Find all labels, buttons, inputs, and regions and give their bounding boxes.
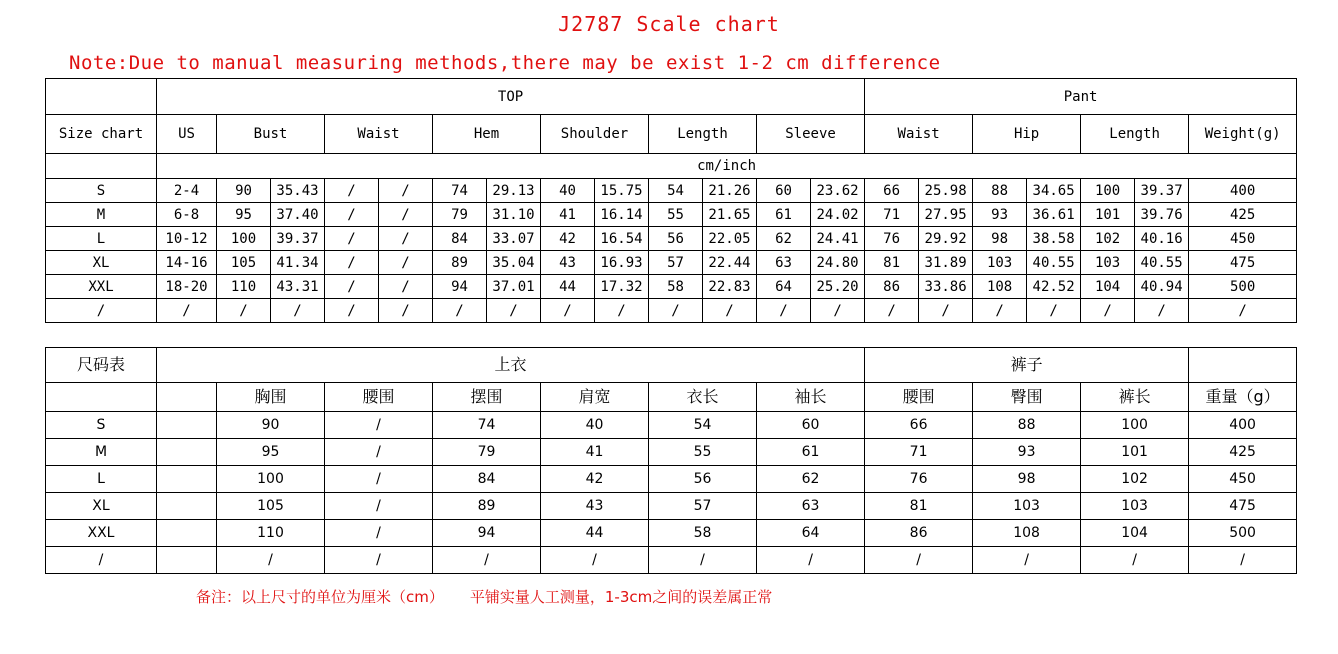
table-cell: 102 xyxy=(1081,227,1135,251)
header-waist-cn: 腰围 xyxy=(325,383,433,412)
table-cell: XXL xyxy=(46,520,157,547)
table-cell: / xyxy=(811,299,865,323)
table-cell: / xyxy=(757,299,811,323)
table-cell: / xyxy=(865,299,919,323)
table-cell: M xyxy=(46,203,157,227)
table-row xyxy=(46,412,1297,439)
table-cell: 23.62 xyxy=(811,179,865,203)
table-cell: 24.41 xyxy=(811,227,865,251)
table-cell: / xyxy=(325,251,379,275)
table-cell: / xyxy=(379,179,433,203)
table-cell: / xyxy=(379,251,433,275)
table-cell: 16.93 xyxy=(595,251,649,275)
table-cell: 88 xyxy=(973,179,1027,203)
table-cell: 425 xyxy=(1189,203,1297,227)
table-cell: / xyxy=(46,299,157,323)
header-weight-cn: 重量（g） xyxy=(1189,383,1297,412)
table-cell: 29.13 xyxy=(487,179,541,203)
table-cell: 58 xyxy=(649,275,703,299)
table-cell: 43 xyxy=(541,493,649,520)
table-cell: / xyxy=(325,227,379,251)
table-cell: 42 xyxy=(541,466,649,493)
table-cell: 86 xyxy=(865,275,919,299)
table-cell: 40.94 xyxy=(1135,275,1189,299)
table-cell: 81 xyxy=(865,493,973,520)
table-cell xyxy=(157,466,217,493)
table-cell xyxy=(157,412,217,439)
header-shoulder: Shoulder xyxy=(541,115,649,154)
measurement-note: Note:Due to manual measuring methods,there may be exist 1-2 cm difference xyxy=(69,52,941,74)
table-cell xyxy=(157,547,217,574)
table-cell: / xyxy=(325,179,379,203)
table-cell: 61 xyxy=(757,439,865,466)
header-length: Length xyxy=(649,115,757,154)
table-cell: / xyxy=(325,299,379,323)
table-cell: 56 xyxy=(649,227,703,251)
table-cell xyxy=(157,493,217,520)
table-cell: 55 xyxy=(649,439,757,466)
table-cell: / xyxy=(325,412,433,439)
table-cell: 101 xyxy=(1081,203,1135,227)
table-cell: 36.61 xyxy=(1027,203,1081,227)
table-cell: 37.01 xyxy=(487,275,541,299)
table-cell: 93 xyxy=(973,203,1027,227)
table-cell: 89 xyxy=(433,493,541,520)
table-cell: 35.43 xyxy=(271,179,325,203)
table-row xyxy=(46,179,1297,203)
table-row xyxy=(46,275,1297,299)
table-cell: 89 xyxy=(433,251,487,275)
header-hip-cn: 臀围 xyxy=(973,383,1081,412)
table-cell: 103 xyxy=(973,493,1081,520)
table-cell: / xyxy=(649,547,757,574)
table-cell: 6-8 xyxy=(157,203,217,227)
table-cell: 100 xyxy=(1081,179,1135,203)
table-cell: S xyxy=(46,412,157,439)
table-cell: / xyxy=(325,466,433,493)
header-length-cn: 衣长 xyxy=(649,383,757,412)
table-cell: 24.02 xyxy=(811,203,865,227)
table-row xyxy=(46,299,1297,323)
header-hem: Hem xyxy=(433,115,541,154)
table-cell: / xyxy=(703,299,757,323)
table-cell: / xyxy=(325,520,433,547)
header-sleeve-cn: 袖长 xyxy=(757,383,865,412)
table-cell: 84 xyxy=(433,227,487,251)
table-cell: 16.54 xyxy=(595,227,649,251)
table-cell: 64 xyxy=(757,520,865,547)
table-cell: 55 xyxy=(649,203,703,227)
table-cell: / xyxy=(757,547,865,574)
table-cell: / xyxy=(217,547,325,574)
table-cell: / xyxy=(157,299,217,323)
table-cell: 110 xyxy=(217,520,325,547)
table-cell: 40.55 xyxy=(1135,251,1189,275)
table-cell: 94 xyxy=(433,520,541,547)
unit-label: cm/inch xyxy=(157,154,1297,179)
table-row xyxy=(46,520,1297,547)
table-cell: / xyxy=(325,275,379,299)
table-cell: 40.55 xyxy=(1027,251,1081,275)
header-pant-length: Length xyxy=(1081,115,1189,154)
table-cell: 57 xyxy=(649,493,757,520)
table-cell: 76 xyxy=(865,227,919,251)
group-top-cn: 上衣 xyxy=(157,348,865,383)
table-cell: S xyxy=(46,179,157,203)
table-cell: 93 xyxy=(973,439,1081,466)
group-pant-cn: 裤子 xyxy=(865,348,1189,383)
table-cell: 98 xyxy=(973,227,1027,251)
header-waist: Waist xyxy=(325,115,433,154)
chart-title: J2787 Scale chart xyxy=(558,12,780,36)
table-cell: 34.65 xyxy=(1027,179,1081,203)
table-cell: 39.76 xyxy=(1135,203,1189,227)
table-cell: 500 xyxy=(1189,275,1297,299)
header-blank xyxy=(46,79,157,115)
table-cell: 88 xyxy=(973,412,1081,439)
header-us: US xyxy=(157,115,217,154)
table-cell: L xyxy=(46,227,157,251)
table-cell: 57 xyxy=(649,251,703,275)
table-cell: 100 xyxy=(217,227,271,251)
table-cell: / xyxy=(325,493,433,520)
table-cell: 104 xyxy=(1081,520,1189,547)
table-cell: 42.52 xyxy=(1027,275,1081,299)
table-cell: / xyxy=(379,275,433,299)
table-cell: XL xyxy=(46,493,157,520)
table-cell: 21.26 xyxy=(703,179,757,203)
table-cell: 58 xyxy=(649,520,757,547)
size-table-chinese xyxy=(45,347,1297,574)
header-pant-waist-cn: 腰围 xyxy=(865,383,973,412)
table-cell: 31.10 xyxy=(487,203,541,227)
table-cell: / xyxy=(379,227,433,251)
table-cell: 105 xyxy=(217,251,271,275)
header-blank-us-cn xyxy=(157,383,217,412)
table-cell: / xyxy=(1189,299,1297,323)
table-cell: / xyxy=(1081,299,1135,323)
table-cell: 103 xyxy=(1081,251,1135,275)
footnote xyxy=(196,586,772,607)
table-cell: / xyxy=(919,299,973,323)
table-cell: 22.83 xyxy=(703,275,757,299)
table-cell: 74 xyxy=(433,179,487,203)
table-cell: 16.14 xyxy=(595,203,649,227)
table-cell: 450 xyxy=(1189,466,1297,493)
table-cell: 84 xyxy=(433,466,541,493)
table-cell: 27.95 xyxy=(919,203,973,227)
table-cell: / xyxy=(271,299,325,323)
table-cell: 40.16 xyxy=(1135,227,1189,251)
table-cell: 103 xyxy=(1081,493,1189,520)
table-cell: / xyxy=(433,299,487,323)
table-cell: 41 xyxy=(541,439,649,466)
table-cell: 54 xyxy=(649,412,757,439)
table-row xyxy=(46,251,1297,275)
table-cell: 22.05 xyxy=(703,227,757,251)
table-cell: / xyxy=(973,299,1027,323)
table-cell: 44 xyxy=(541,275,595,299)
table-cell: 41 xyxy=(541,203,595,227)
table-cell: 15.75 xyxy=(595,179,649,203)
table-cell: 100 xyxy=(217,466,325,493)
table-cell: 475 xyxy=(1189,493,1297,520)
table-cell: 450 xyxy=(1189,227,1297,251)
table-cell: / xyxy=(325,439,433,466)
table-cell: 18-20 xyxy=(157,275,217,299)
table-cell: / xyxy=(217,299,271,323)
group-pant: Pant xyxy=(865,79,1297,115)
unit-blank xyxy=(46,154,157,179)
table-cell: 41.34 xyxy=(271,251,325,275)
table-cell: 42 xyxy=(541,227,595,251)
group-blank-cn xyxy=(1189,348,1297,383)
table-cell: 40 xyxy=(541,179,595,203)
table-cell xyxy=(157,439,217,466)
size-chart-label: Size chart xyxy=(46,115,157,154)
table-cell: 100 xyxy=(1081,412,1189,439)
table-cell: 61 xyxy=(757,203,811,227)
table-cell: 66 xyxy=(865,412,973,439)
footnote-unit: 备注：以上尺寸的单位为厘米（cm） xyxy=(196,588,444,606)
table-cell: 54 xyxy=(649,179,703,203)
table-cell: 24.80 xyxy=(811,251,865,275)
table-cell: 60 xyxy=(757,412,865,439)
table-cell: / xyxy=(487,299,541,323)
table-cell: 43 xyxy=(541,251,595,275)
footnote-tolerance: 平铺实量人工测量，1-3cm之间的误差属正常 xyxy=(469,588,773,606)
table-cell: 71 xyxy=(865,439,973,466)
table-cell: 79 xyxy=(433,203,487,227)
table-cell: 98 xyxy=(973,466,1081,493)
table-cell: 500 xyxy=(1189,520,1297,547)
table-cell: 400 xyxy=(1189,179,1297,203)
table-cell: 425 xyxy=(1189,439,1297,466)
table-cell: 103 xyxy=(973,251,1027,275)
table-cell: 108 xyxy=(973,520,1081,547)
table-cell: / xyxy=(595,299,649,323)
table-cell: 38.58 xyxy=(1027,227,1081,251)
table-cell: / xyxy=(1081,547,1189,574)
table-cell: 101 xyxy=(1081,439,1189,466)
table-cell: 39.37 xyxy=(271,227,325,251)
table-cell: 2-4 xyxy=(157,179,217,203)
table-cell: / xyxy=(46,547,157,574)
header-hip: Hip xyxy=(973,115,1081,154)
size-table-english xyxy=(45,78,1297,323)
table-row xyxy=(46,203,1297,227)
table-cell: 63 xyxy=(757,251,811,275)
table-cell: 62 xyxy=(757,466,865,493)
table-cell: L xyxy=(46,466,157,493)
header-weight: Weight(g) xyxy=(1189,115,1297,154)
table-cell: 56 xyxy=(649,466,757,493)
table-cell: / xyxy=(1135,299,1189,323)
table-cell: 39.37 xyxy=(1135,179,1189,203)
table-cell: 33.86 xyxy=(919,275,973,299)
table-cell: 25.98 xyxy=(919,179,973,203)
table-cell: 25.20 xyxy=(811,275,865,299)
table-cell: 43.31 xyxy=(271,275,325,299)
table-cell: 40 xyxy=(541,412,649,439)
size-chart-label-cn: 尺码表 xyxy=(46,348,157,383)
table-cell: 102 xyxy=(1081,466,1189,493)
table-cell: 74 xyxy=(433,412,541,439)
table-cell: 21.65 xyxy=(703,203,757,227)
header-shoulder-cn: 肩宽 xyxy=(541,383,649,412)
table-cell: 76 xyxy=(865,466,973,493)
table-cell: / xyxy=(649,299,703,323)
header-blank-cn xyxy=(46,383,157,412)
table-cell: 63 xyxy=(757,493,865,520)
table-cell: 95 xyxy=(217,439,325,466)
table-cell: 94 xyxy=(433,275,487,299)
table-cell: 31.89 xyxy=(919,251,973,275)
header-hem-cn: 摆围 xyxy=(433,383,541,412)
table-cell: / xyxy=(379,203,433,227)
table-cell: 108 xyxy=(973,275,1027,299)
table-cell: XXL xyxy=(46,275,157,299)
table-cell: / xyxy=(1189,547,1297,574)
table-cell: 14-16 xyxy=(157,251,217,275)
table-cell: 17.32 xyxy=(595,275,649,299)
table-cell: / xyxy=(973,547,1081,574)
table-row xyxy=(46,547,1297,574)
table-cell: 81 xyxy=(865,251,919,275)
table-row xyxy=(46,227,1297,251)
table-cell: 44 xyxy=(541,520,649,547)
table-cell: / xyxy=(325,547,433,574)
table-cell: 105 xyxy=(217,493,325,520)
table-cell xyxy=(157,520,217,547)
table-cell: 475 xyxy=(1189,251,1297,275)
table-cell: 90 xyxy=(217,179,271,203)
table-cell: M xyxy=(46,439,157,466)
table-cell: 37.40 xyxy=(271,203,325,227)
table-cell: / xyxy=(379,299,433,323)
table-cell: 35.04 xyxy=(487,251,541,275)
table-cell: 90 xyxy=(217,412,325,439)
table-row xyxy=(46,439,1297,466)
table-cell: 22.44 xyxy=(703,251,757,275)
table-row xyxy=(46,493,1297,520)
table-cell: XL xyxy=(46,251,157,275)
table-cell: / xyxy=(541,299,595,323)
table-cell: 33.07 xyxy=(487,227,541,251)
header-pant-length-cn: 裤长 xyxy=(1081,383,1189,412)
group-top: TOP xyxy=(157,79,865,115)
table-cell: 66 xyxy=(865,179,919,203)
table-cell: / xyxy=(433,547,541,574)
table-row xyxy=(46,466,1297,493)
table-cell: 10-12 xyxy=(157,227,217,251)
table-cell: 62 xyxy=(757,227,811,251)
header-bust-cn: 胸围 xyxy=(217,383,325,412)
table-cell: 95 xyxy=(217,203,271,227)
table-cell: 79 xyxy=(433,439,541,466)
table-cell: 29.92 xyxy=(919,227,973,251)
header-bust: Bust xyxy=(217,115,325,154)
table-cell: / xyxy=(541,547,649,574)
table-cell: / xyxy=(865,547,973,574)
header-pant-waist: Waist xyxy=(865,115,973,154)
table-cell: / xyxy=(1027,299,1081,323)
table-cell: 60 xyxy=(757,179,811,203)
table-cell: 71 xyxy=(865,203,919,227)
header-sleeve: Sleeve xyxy=(757,115,865,154)
table-cell: / xyxy=(325,203,379,227)
table-cell: 64 xyxy=(757,275,811,299)
table-cell: 86 xyxy=(865,520,973,547)
table-cell: 110 xyxy=(217,275,271,299)
table-cell: 104 xyxy=(1081,275,1135,299)
table-cell: 400 xyxy=(1189,412,1297,439)
